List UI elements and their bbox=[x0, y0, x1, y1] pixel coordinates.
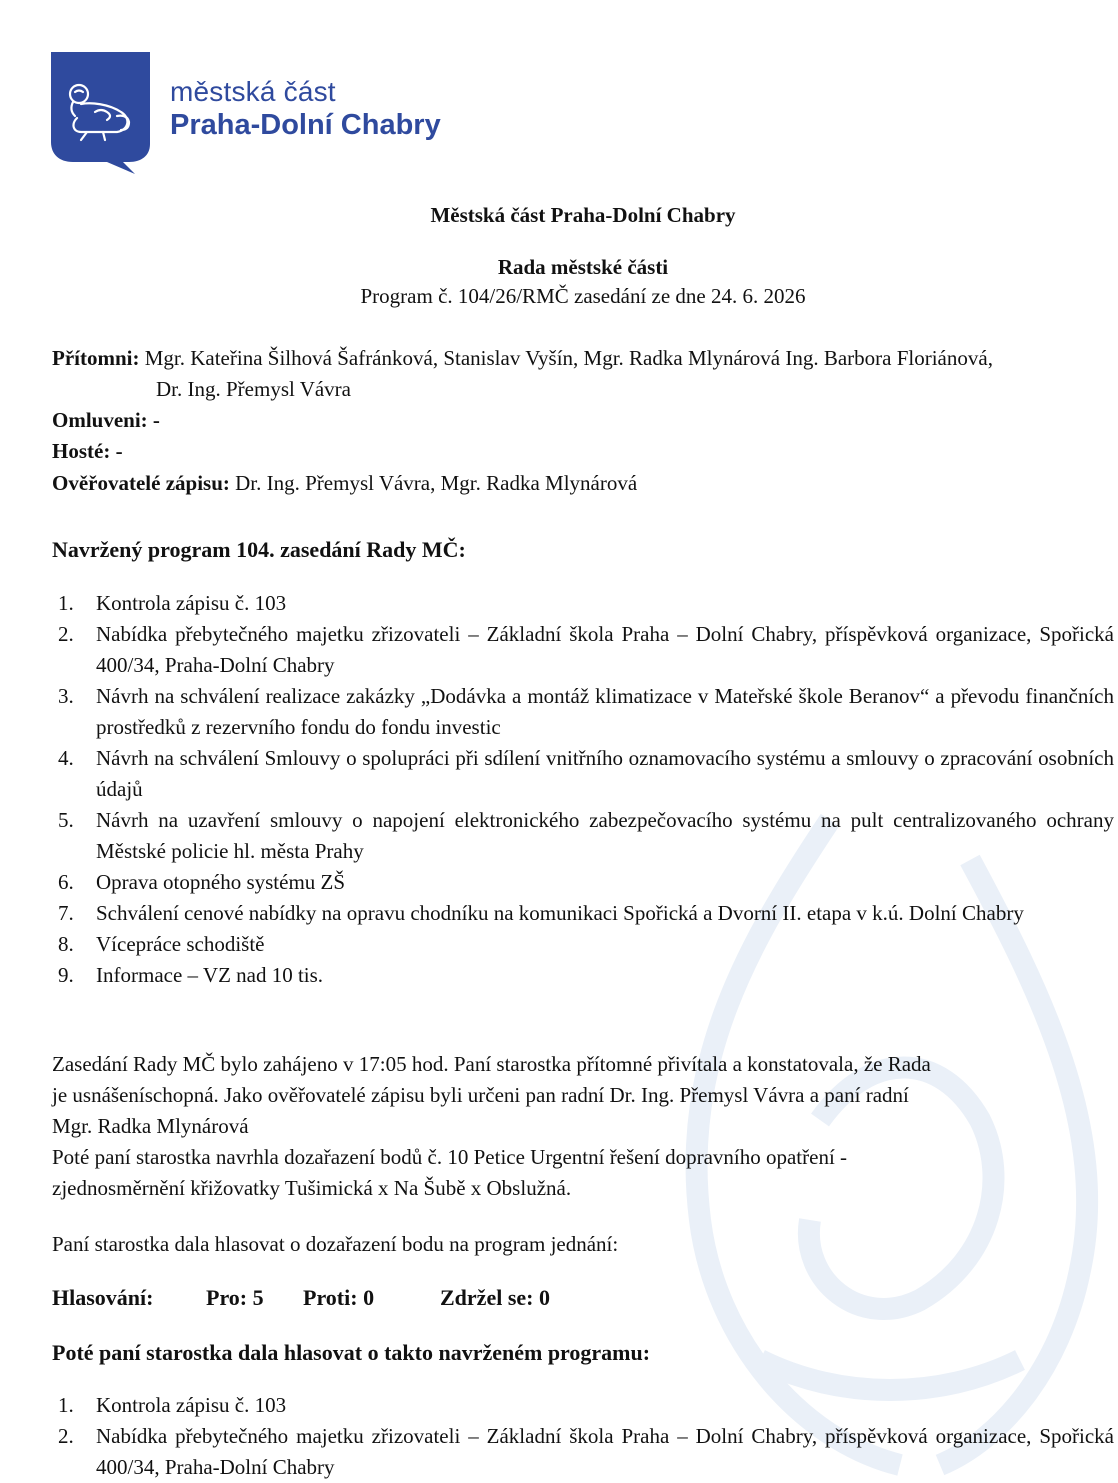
opening-line-1: Zasedání Rady MČ bylo zahájeno v 17:05 hod. Paní starostka přítomné přivítala a konstatovala, že Rada bbox=[52, 1052, 931, 1076]
list-item bbox=[52, 867, 1114, 898]
vote-intro-paragraph: Paní starostka dala hlasovat o dozařazení bodu na program jednání: bbox=[52, 1232, 619, 1256]
excused-label: Omluveni: - bbox=[52, 408, 160, 432]
vote-label: Hlasování: bbox=[52, 1285, 154, 1310]
proposed-program-heading: Navržený program 104. zasedání Rady MČ: bbox=[52, 537, 466, 562]
verifiers-label: Ověřovatelé zápisu: bbox=[52, 471, 230, 495]
vote-abstain: Zdržel se: 0 bbox=[440, 1285, 550, 1310]
list-item bbox=[52, 929, 1114, 960]
item-text: Nabídka přebytečného majetku zřizovateli – Základní škola Praha – Dolní Chabry, příspěvková organizace, Spořická 400/34, Praha-Dolní Chabry bbox=[96, 622, 1114, 677]
item-text: Návrh na schválení realizace zakázky „Dodávka a montáž klimatizace v Mateřské škole Beranov“ a převodu finančních prostředků z rezervního fondu do fondu investic bbox=[96, 684, 1114, 739]
list-item bbox=[52, 743, 1114, 805]
item-text: Kontrola zápisu č. 103 bbox=[96, 1393, 287, 1417]
item-number: 2. bbox=[58, 1424, 74, 1448]
logo-line-1: městská část bbox=[170, 76, 336, 107]
list-item bbox=[52, 588, 1114, 619]
list-item bbox=[52, 898, 1114, 929]
item-number: 9. bbox=[58, 963, 74, 987]
vote-pro: Pro: 5 bbox=[206, 1285, 264, 1310]
item-number: 4. bbox=[58, 746, 74, 770]
present-names-2: Dr. Ing. Přemysl Vávra bbox=[156, 377, 351, 401]
attendance-present bbox=[52, 343, 1114, 405]
item-number: 1. bbox=[58, 591, 74, 615]
vote-result bbox=[52, 1285, 550, 1311]
item-text: Návrh na schválení Smlouvy o spolupráci při sdílení vnitřního oznamovacího systému a smlouvy o zpracování osobních údajů bbox=[96, 746, 1114, 801]
opening-paragraph bbox=[52, 1049, 1114, 1204]
verifiers-names: Dr. Ing. Přemysl Vávra, Mgr. Radka Mlynárová bbox=[235, 471, 638, 495]
council-title: Rada městské části bbox=[497, 255, 669, 279]
attendance-guests bbox=[52, 436, 1114, 467]
list-item bbox=[52, 1421, 1114, 1483]
present-label: Přítomni: bbox=[52, 346, 140, 370]
proposed-program-list bbox=[52, 588, 1114, 991]
guests-label: Hosté: - bbox=[52, 439, 123, 463]
item-number: 6. bbox=[58, 870, 74, 894]
item-number: 2. bbox=[58, 622, 74, 646]
opening-line-2: je usnášeníschopná. Jako ověřovatelé zápisu byli určeni pan radní Dr. Ing. Přemysl Vávra a paní radní bbox=[52, 1083, 909, 1107]
item-number: 7. bbox=[58, 901, 74, 925]
organization-title: Městská část Praha-Dolní Chabry bbox=[430, 203, 736, 227]
logo-line-2: Praha-Dolní Chabry bbox=[170, 109, 441, 141]
item-text: Vícepráce schodiště bbox=[96, 932, 265, 956]
item-text: Návrh na uzavření smlouvy o napojení elektronického zabezpečovacího systému na pult centralizovaného ochrany Městské policie hl. města Prahy bbox=[96, 808, 1114, 863]
final-program-heading: Poté paní starostka dala hlasovat o takto navrženém programu: bbox=[52, 1340, 651, 1365]
attendance-excused bbox=[52, 405, 1114, 436]
item-text: Schválení cenové nabídky na opravu chodníku na komunikaci Spořická a Dvorní II. etapa v k.ú. Dolní Chabry bbox=[96, 901, 1024, 925]
program-subtitle: Program č. 104/26/RMČ zasedání ze dne 24. 6. 2026 bbox=[360, 284, 806, 308]
item-text: Oprava otopného systému ZŠ bbox=[96, 870, 346, 894]
list-item bbox=[52, 960, 1114, 991]
attendance-verifiers bbox=[52, 468, 1114, 499]
item-number: 3. bbox=[58, 684, 74, 708]
item-number: 1. bbox=[58, 1393, 74, 1417]
list-item bbox=[52, 619, 1114, 681]
item-text: Nabídka přebytečného majetku zřizovateli – Základní škola Praha – Dolní Chabry, příspěvková organizace, Spořická 400/34, Praha-Dolní Chabry bbox=[96, 1424, 1114, 1479]
list-item bbox=[52, 805, 1114, 867]
addition-line-1: Poté paní starostka navrhla dozařazení bodů č. 10 Petice Urgentní řešení dopravního opatření - bbox=[52, 1145, 848, 1169]
addition-line-2: zjednosměrnění křižovatky Tušimická x Na Šubě x Obslužná. bbox=[52, 1176, 572, 1200]
municipality-logo bbox=[51, 52, 441, 174]
list-item bbox=[52, 1390, 1114, 1421]
final-program-list bbox=[52, 1390, 1114, 1483]
lamb-shield-icon bbox=[51, 52, 150, 174]
present-names-1: Mgr. Kateřina Šilhová Šafránková, Stanislav Vyšín, Mgr. Radka Mlynárová Ing. Barbora Floriánová, bbox=[144, 346, 993, 370]
item-number: 5. bbox=[58, 808, 74, 832]
item-number: 8. bbox=[58, 932, 74, 956]
item-text: Kontrola zápisu č. 103 bbox=[96, 591, 287, 615]
item-text: Informace – VZ nad 10 tis. bbox=[96, 963, 324, 987]
opening-line-3: Mgr. Radka Mlynárová bbox=[52, 1114, 249, 1138]
list-item bbox=[52, 681, 1114, 743]
vote-against: Proti: 0 bbox=[303, 1285, 375, 1310]
